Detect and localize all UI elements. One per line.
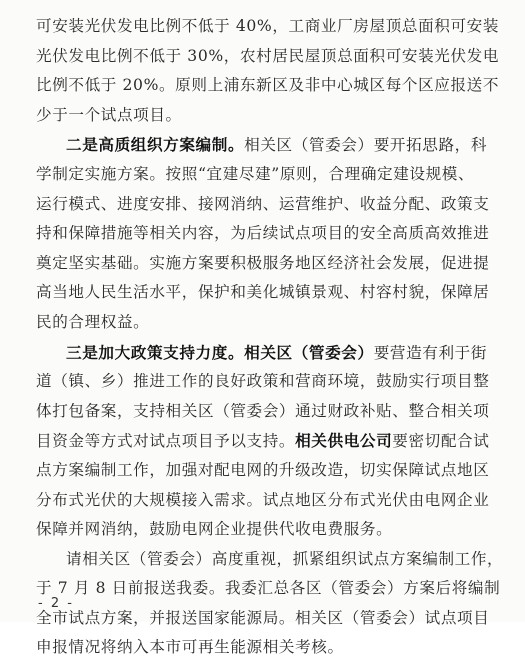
text-line — [36, 308, 506, 338]
bold-text-run: 二是高质组织方案编制。 — [66, 135, 245, 155]
text-line — [36, 545, 506, 575]
text-line — [36, 574, 506, 604]
text-run: 保障并网消纳，鼓励电网企业提供代收电费服务。 — [36, 520, 393, 539]
text-line — [36, 101, 506, 131]
text-line — [36, 160, 506, 190]
text-line — [36, 190, 506, 220]
text-run: 申报情况将纳入本市可再生能源相关考核。 — [36, 638, 344, 657]
text-line — [36, 338, 506, 368]
text-line — [36, 12, 506, 42]
text-run: 于 7 月 8 日前报送我委。我委汇总各区（管委会）方案后将编制 — [36, 579, 501, 598]
text-line — [36, 515, 506, 545]
text-run: 持和保障措施等相关内容，为后续试点项目的安全高质高效推进 — [36, 224, 490, 243]
text-line — [36, 42, 506, 72]
page-number: - 2 - — [38, 596, 74, 611]
text-run: 要营造有利于街 — [373, 343, 488, 362]
text-run: 分布式光伏的大规模接入需求。试点地区分布式光伏由电网企业 — [36, 490, 490, 509]
text-run: 要密切配合试 — [392, 432, 490, 451]
text-run: 奠定坚实基础。实施方案要积极服务地区经济社会发展，促进提 — [36, 253, 490, 272]
text-run: 体打包备案，支持相关区（管委会）通过财政补贴、整合相关项 — [36, 401, 490, 420]
text-line — [36, 397, 506, 427]
document-body — [36, 12, 506, 663]
text-run: 道（镇、乡）推进工作的良好政策和营商环境，鼓励实行项目整 — [36, 372, 490, 391]
text-line — [36, 604, 506, 634]
text-run: 高当地人民生活水平，保护和美化城镇景观、村容村貌，保障居 — [36, 283, 490, 302]
text-run: 光伏发电比例不低于 30%，农村居民屋顶总面积可安装光伏发电 — [36, 46, 500, 65]
text-line — [36, 633, 506, 663]
text-line — [36, 486, 506, 516]
text-line — [36, 71, 506, 101]
text-run: 少于一个试点项目。 — [36, 105, 182, 124]
bold-text-run: 相关供电公司 — [295, 431, 393, 451]
text-line — [36, 426, 506, 456]
text-run: 学制定实施方案。按照“宜建尽建”原则，合理确定建设规模、 — [36, 164, 475, 183]
text-run: 可安装光伏发电比例不低于 40%，工商业厂房屋顶总面积可安装 — [36, 17, 500, 35]
text-line — [36, 219, 506, 249]
text-line — [36, 367, 506, 397]
bold-text-run: 三是加大政策支持力度。相关区（管委会） — [66, 342, 374, 362]
text-line — [36, 456, 506, 486]
text-run: 民的合理权益。 — [36, 312, 150, 331]
text-run: 比例不低于 20%。原则上浦东新区及非中心城区每个区应报送不 — [36, 76, 500, 95]
text-line — [36, 278, 506, 308]
text-run: 请相关区（管委会）高度重视，抓紧组织试点方案编制工作， — [66, 549, 504, 568]
text-run: 点方案编制工作，加强对配电网的升级改造，切实保障试点地区 — [36, 460, 490, 479]
text-run: 相关区（管委会）要开拓思路，科 — [244, 136, 488, 155]
text-line — [36, 249, 506, 279]
text-line — [36, 130, 506, 160]
text-run: 运行模式、进度安排、接网消纳、运营维护、收益分配、政策支 — [36, 194, 490, 213]
text-run: 全市试点方案，并报送国家能源局。相关区（管委会）试点项目 — [36, 608, 490, 627]
text-run: 目资金等方式对试点项目予以支持。 — [36, 432, 296, 451]
